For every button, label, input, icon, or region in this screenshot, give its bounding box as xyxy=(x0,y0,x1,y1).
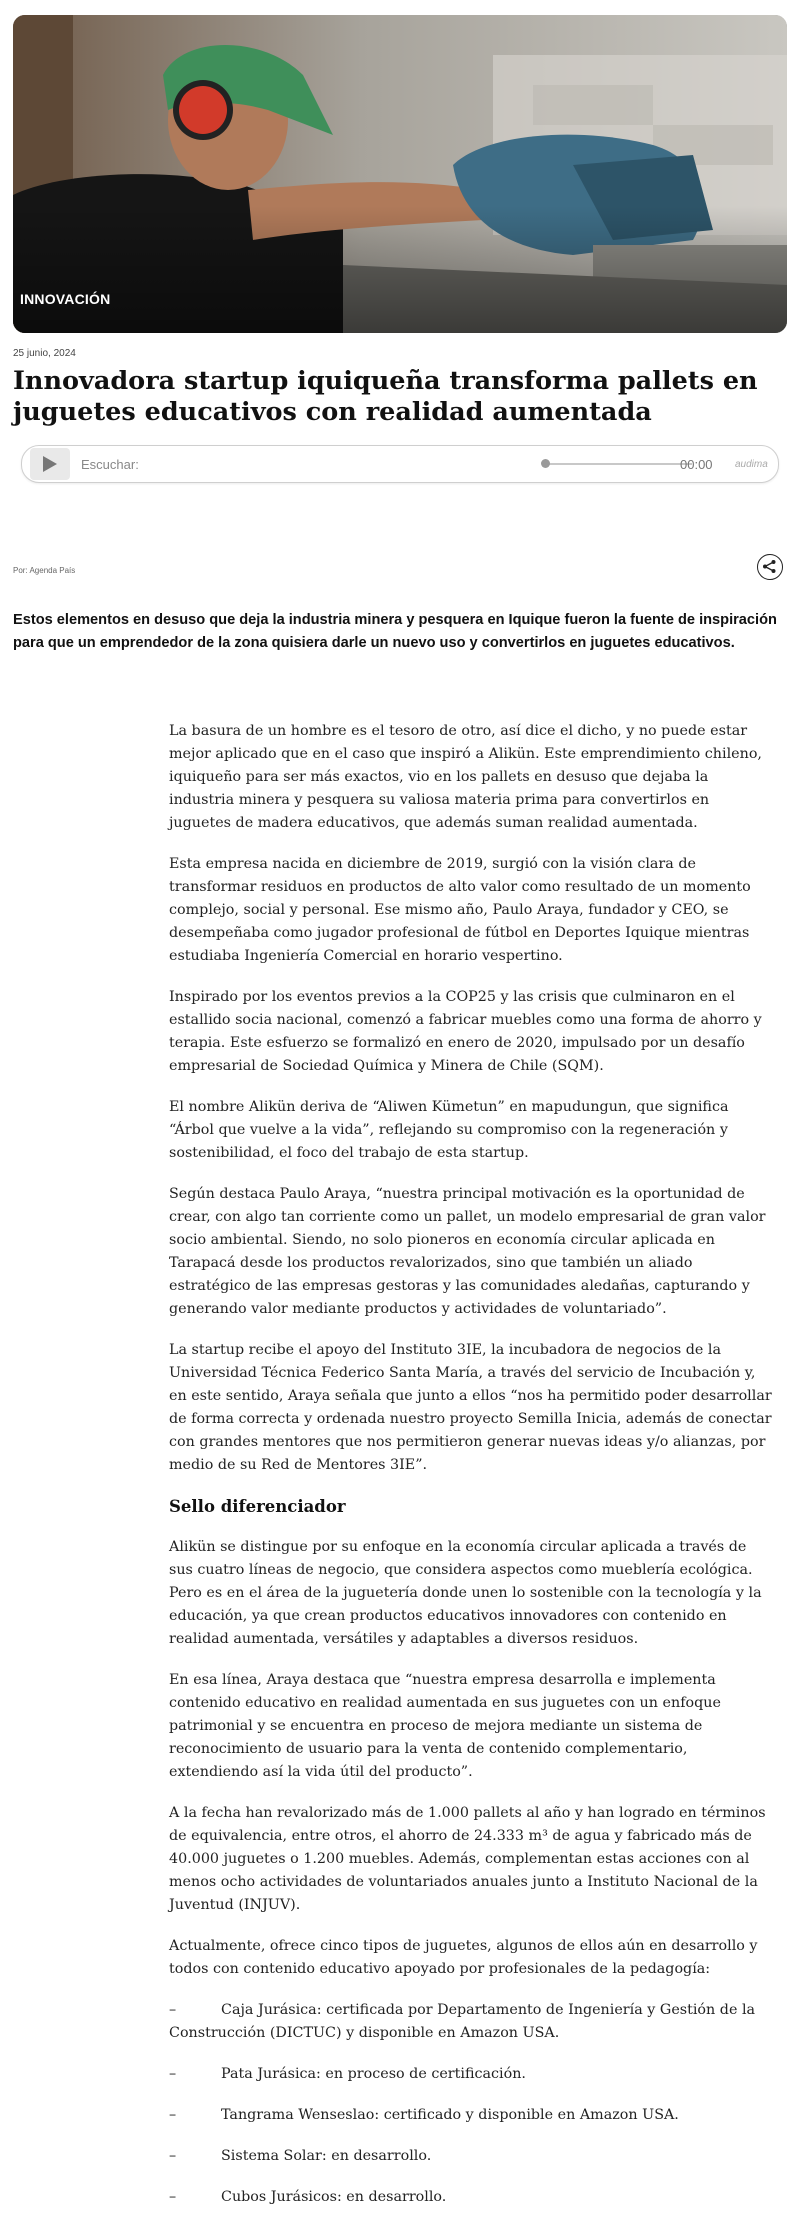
body-paragraph: El nombre Alikün deriva de “Aliwen Kümetun” en mapudungun, que significa “Árbol que vuelve a la vida”, reflejando su compromiso con la regeneración y sostenibilidad, el foco del trabajo de esta startup. xyxy=(169,1099,729,1161)
body-paragraph: Actualmente, ofrece cinco tipos de juguetes, algunos de ellos aún en desarrollo y todos con contenido educativo apoyado por profesionales de la pedagogía: xyxy=(169,1938,758,1977)
list-item xyxy=(169,2104,773,2127)
list-item-text: Sistema Solar: en desarrollo. xyxy=(221,2148,432,2164)
list-item xyxy=(169,2145,773,2168)
body-paragraph: A la fecha han revalorizado más de 1.000 pallets al año y han logrado en términos de equivalencia, entre otros, el ahorro de 24.333 m³ de agua y fabricado más de 40.000 juguetes o 1.200 muebles. Además, complementan estas acciones con al menos ocho actividades de voluntariados anuales junto a Instituto Nacional de la Juventud (INJUV). xyxy=(169,1805,766,1913)
play-icon xyxy=(43,456,57,472)
audio-player xyxy=(21,445,779,483)
body-paragraph: Según destaca Paulo Araya, “nuestra principal motivación es la oportunidad de crear, con algo tan corriente como un pallet, un modelo empresarial de gran valor socio ambiental. Siendo, no solo pioneros en economía circular aplicada en Tarapacá desde los productos revalorizados, sino que también un aliado estratégico de las empresas gestoras y las comunidades aledañas, capturando y generando valor mediante productos y actividades de voluntariado”. xyxy=(169,1186,766,1317)
play-button[interactable] xyxy=(30,448,70,480)
list-item-text: Caja Jurásica: certificada por Departamento de Ingeniería y Gestión de la Construcción (DICTUC) y disponible en Amazon USA. xyxy=(169,2002,756,2041)
share-button[interactable] xyxy=(757,554,783,580)
section-heading: Sello diferenciador xyxy=(169,1497,346,1516)
list-item-text: Pata Jurásica: en proceso de certificación. xyxy=(221,2066,526,2082)
audio-progress-track[interactable] xyxy=(544,463,692,465)
hero-photo xyxy=(13,15,787,333)
article-body xyxy=(169,720,773,2227)
audio-progress-handle[interactable] xyxy=(541,459,550,468)
body-paragraph: En esa línea, Araya destaca que “nuestra empresa desarrolla e implementa contenido educativo en realidad aumentada en sus juguetes con un enfoque patrimonial y se encuentra en proceso de mejora mediante un sistema de reconocimiento de usuario para la venta de contenido complementario, extendiendo así la vida útil del producto”. xyxy=(169,1672,721,1780)
list-item-text: Cubos Jurásicos: en desarrollo. xyxy=(221,2189,447,2205)
audio-brand[interactable]: audima xyxy=(735,459,768,470)
hero-image xyxy=(13,15,787,333)
article-title: Innovadora startup iquiqueña transforma pallets en juguetes educativos con realidad aumentada xyxy=(13,366,758,427)
list-dash: – xyxy=(169,2002,177,2018)
publish-date: 25 junio, 2024 xyxy=(13,348,76,359)
byline: Por: Agenda País xyxy=(13,566,76,575)
list-dash: – xyxy=(169,2148,177,2164)
category-badge[interactable]: INNOVACIÓN xyxy=(20,291,111,307)
list-dash: – xyxy=(169,2107,177,2123)
list-dash: – xyxy=(169,2189,177,2205)
body-paragraph: Inspirado por los eventos previos a la COP25 y las crisis que culminaron en el estallido socia nacional, comenzó a fabricar muebles como una forma de ahorro y terapia. Este esfuerzo se formalizó en enero de 2020, impulsado por un desafío empresarial de Sociedad Química y Minera de Chile (SQM). xyxy=(169,989,762,1074)
article-lead: Estos elementos en desuso que deja la industria minera y pesquera en Iquique fueron la fuente de inspiración para que un emprendedor de la zona quisiera darle un nuevo uso y convertirlos en juguetes educativos. xyxy=(13,612,777,651)
body-paragraph: La startup recibe el apoyo del Instituto 3IE, la incubadora de negocios de la Universidad Técnica Federico Santa María, a través del servicio de Incubación y, en este sentido, Araya señala que junto a ellos “nos ha permitido poder desarrollar de forma correcta y ordenada nuestro proyecto Semilla Inicia, además de conectar con grandes mentores que nos permitieron generar nuevas ideas y/o alianzas, por medio de su Red de Mentores 3IE”. xyxy=(169,1342,772,1473)
list-item xyxy=(169,1999,773,2045)
listen-label: Escuchar: xyxy=(81,457,139,472)
list-item xyxy=(169,2186,773,2209)
body-paragraph: La basura de un hombre es el tesoro de otro, así dice el dicho, y no puede estar mejor aplicado que en el caso que inspiró a Alikün. Este emprendimiento chileno, iquiqueño para ser más exactos, vio en los pallets en desuso que dejaba la industria minera y pesquera su valiosa materia prima para convertirlos en juguetes de madera educativos, que además suman realidad aumentada. xyxy=(169,723,762,831)
body-paragraph: Esta empresa nacida en diciembre de 2019, surgió con la visión clara de transformar residuos en productos de alto valor como resultado de un momento complejo, social y personal. Ese mismo año, Paulo Araya, fundador y CEO, se desempeñaba como jugador profesional de fútbol en Deportes Iquique mientras estudiaba Ingeniería Comercial en horario vespertino. xyxy=(169,856,751,964)
audio-time: 00:00 xyxy=(680,457,713,472)
list-item xyxy=(169,2063,773,2086)
list-item-text: Tangrama Wenseslao: certificado y disponible en Amazon USA. xyxy=(221,2107,679,2123)
share-icon xyxy=(762,559,777,574)
list-dash: – xyxy=(169,2066,177,2082)
body-paragraph: Alikün se distingue por su enfoque en la economía circular aplicada a través de sus cuatro líneas de negocio, que considera aspectos como mueblería ecológica. Pero es en el área de la juguetería donde unen lo sostenible con la tecnología y la educación, ya que crean productos educativos innovadores con contenido en realidad aumentada, versátiles y adaptables a diversos residuos. xyxy=(169,1539,762,1647)
